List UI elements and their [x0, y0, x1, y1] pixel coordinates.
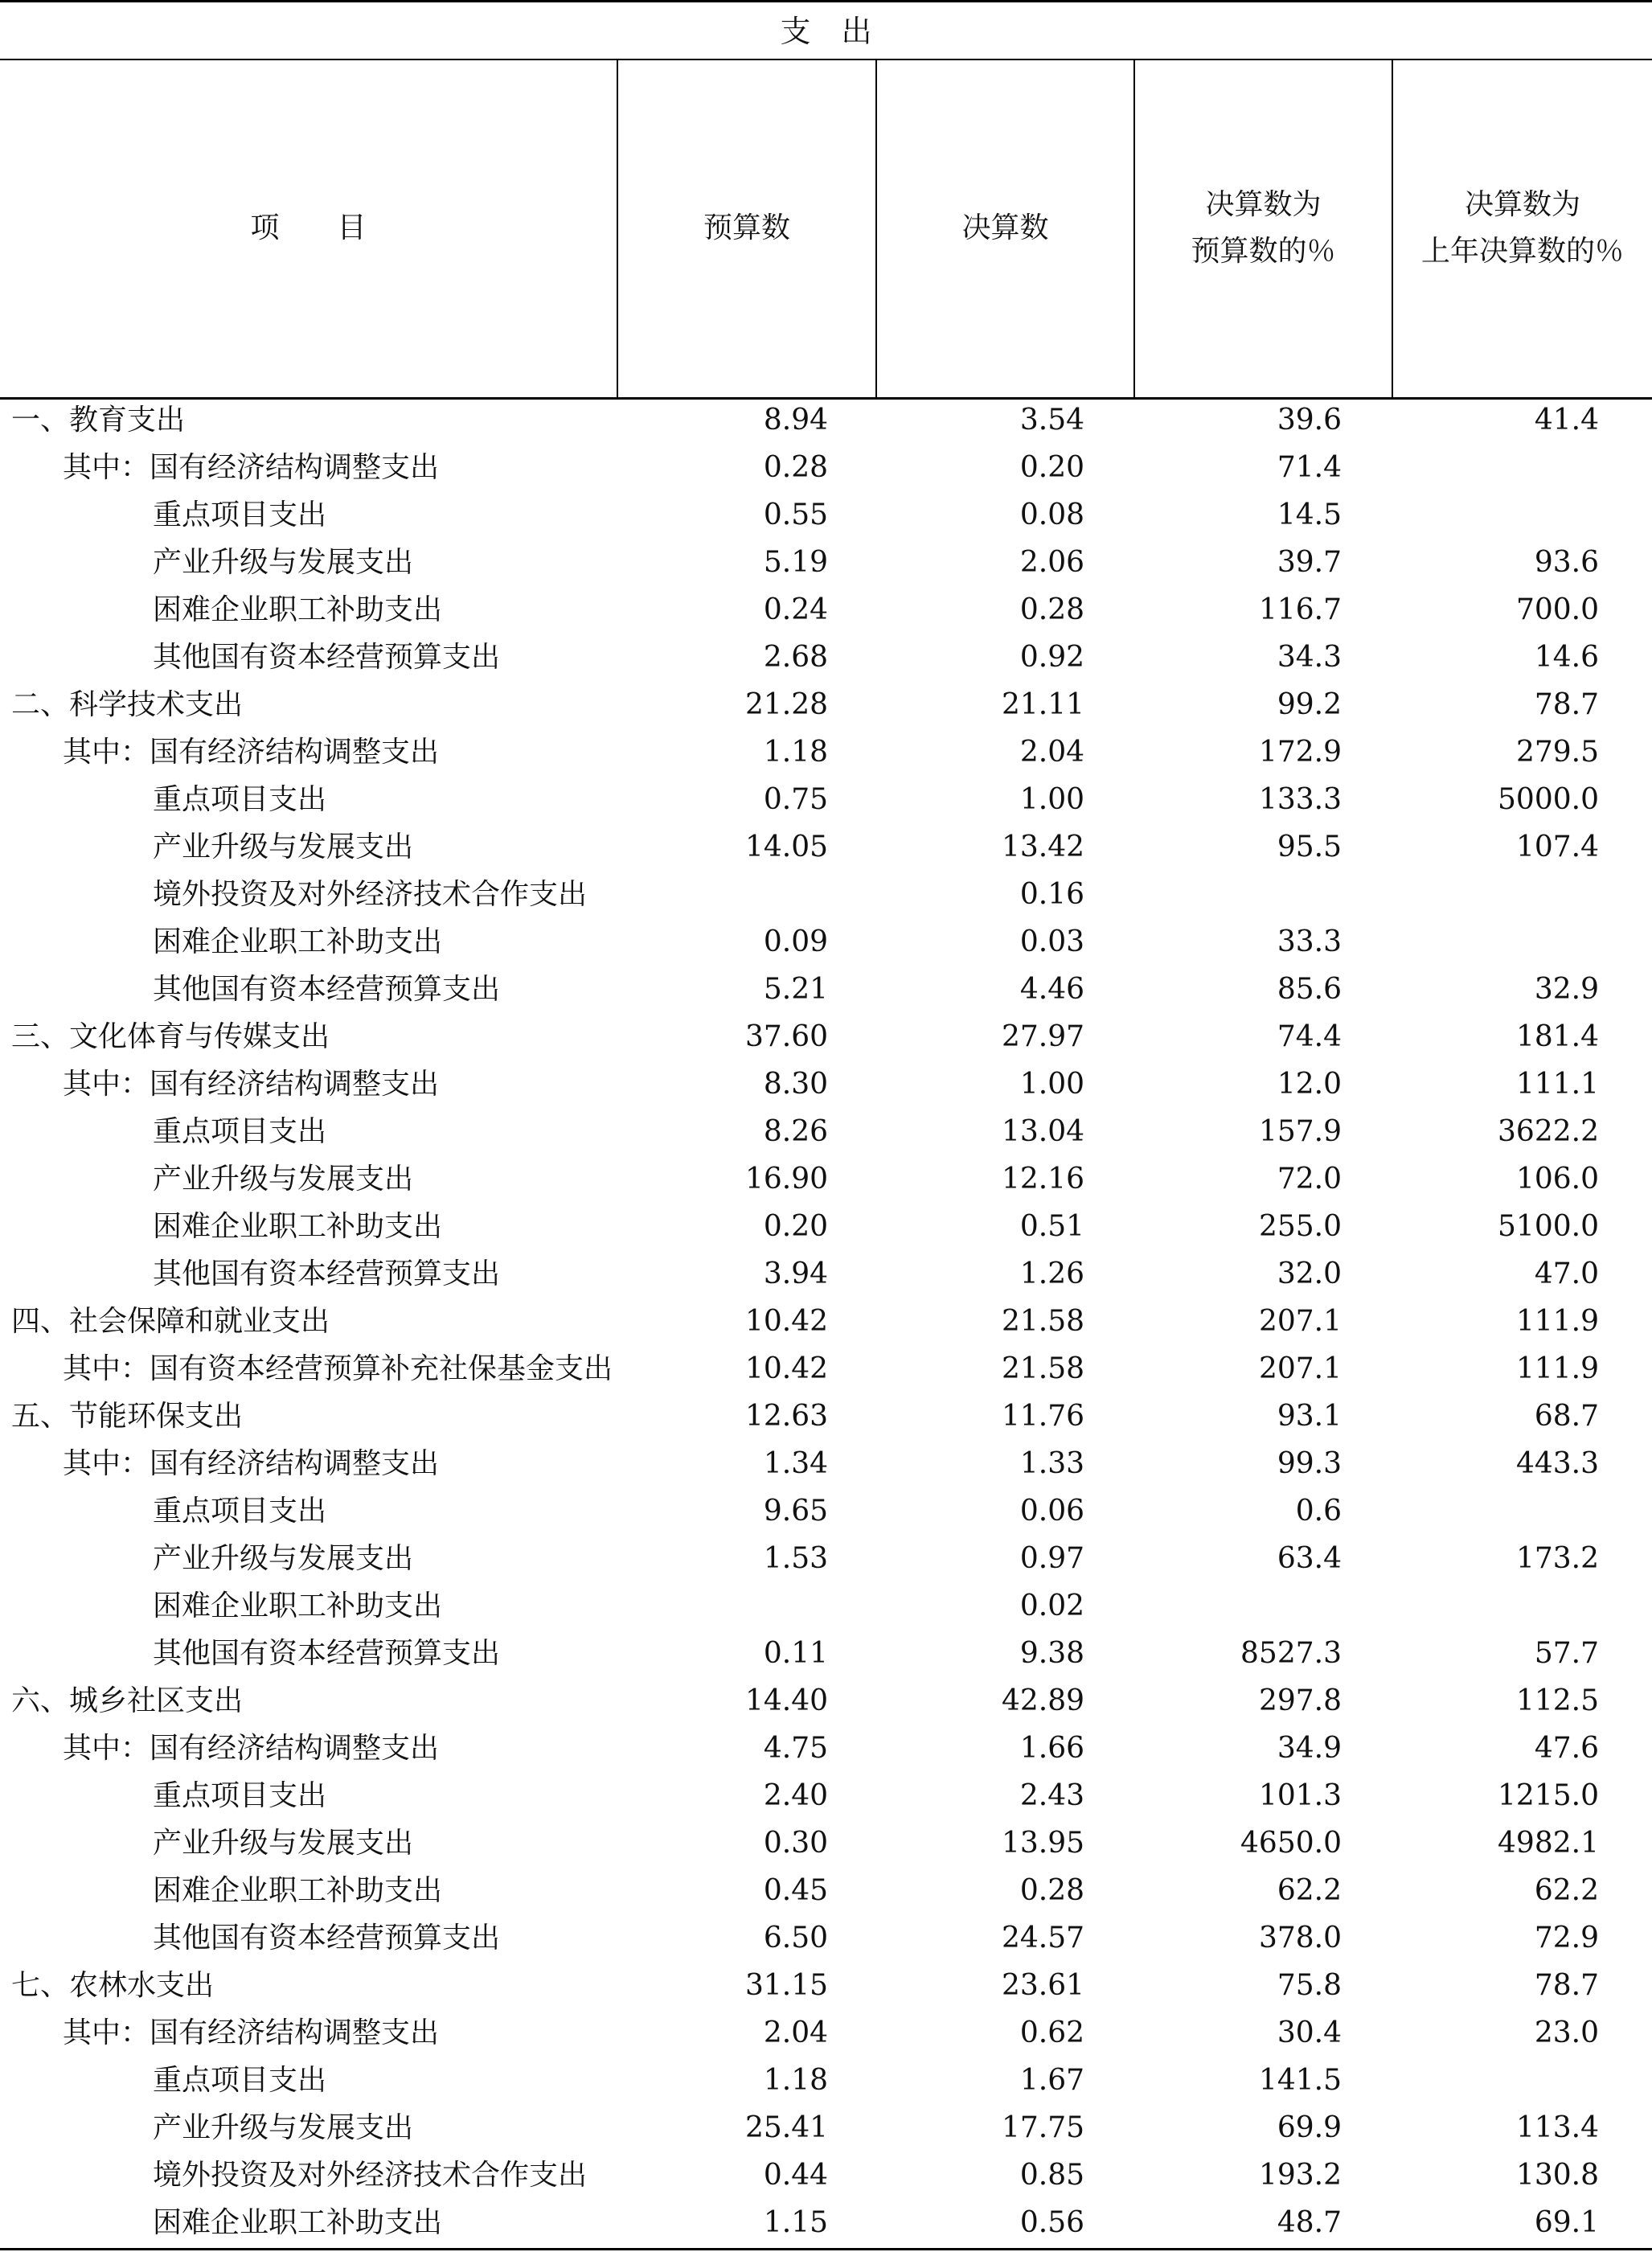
cell-pct-of-budget: 34.9 [1277, 1732, 1342, 1765]
cell-budget: 12.63 [744, 1400, 828, 1433]
cell-item: 产业升级与发展支出 [153, 1163, 414, 1196]
table-row [0, 2155, 1652, 2202]
cell-budget: 1.18 [763, 736, 828, 769]
cell-budget: 8.30 [763, 1068, 828, 1101]
cell-final: 12.16 [1001, 1163, 1084, 1196]
cell-final: 0.85 [1019, 2159, 1084, 2192]
cell-budget: 0.11 [763, 1637, 828, 1670]
cell-final: 13.95 [1001, 1827, 1084, 1860]
cell-pct-of-last-year: 68.7 [1534, 1400, 1599, 1433]
cell-pct-of-last-year: 57.7 [1534, 1637, 1599, 1670]
cell-final: 24.57 [1001, 1922, 1084, 1955]
cell-pct-of-last-year: 41.4 [1534, 404, 1599, 437]
cell-pct-of-budget: 32.0 [1277, 1257, 1342, 1290]
header-final-vs-lastyear-line2: 上年决算数的％ [1420, 235, 1624, 268]
cell-final: 1.00 [1019, 1068, 1084, 1101]
cell-item: 产业升级与发展支出 [153, 546, 414, 579]
cell-budget: 14.40 [744, 1684, 828, 1717]
table-row [0, 1253, 1652, 1301]
table-row [0, 1633, 1652, 1680]
header-final-vs-budget [1135, 60, 1392, 396]
table-row [0, 1064, 1652, 1111]
cell-budget: 4.75 [763, 1732, 828, 1765]
cell-pct-of-last-year: 78.7 [1534, 688, 1599, 721]
cell-budget: 5.21 [763, 973, 828, 1006]
cell-item: 重点项目支出 [153, 2064, 327, 2097]
cell-item: 六、城乡社区支出 [11, 1684, 244, 1717]
table-row [0, 779, 1652, 827]
cell-pct-of-budget: 255.0 [1258, 1210, 1342, 1243]
table-row [0, 684, 1652, 732]
cell-budget: 0.20 [763, 1210, 828, 1243]
cell-final: 0.28 [1019, 1874, 1084, 1907]
cell-budget: 37.60 [744, 1020, 828, 1053]
cell-budget: 0.09 [763, 925, 828, 958]
cell-pct-of-last-year: 112.5 [1515, 1684, 1599, 1717]
cell-pct-of-last-year: 173.2 [1515, 1542, 1599, 1575]
table-bottom-rule [0, 2248, 1652, 2250]
table-row [0, 494, 1652, 542]
cell-pct-of-budget: 157.9 [1258, 1115, 1342, 1148]
cell-pct-of-budget: 72.0 [1277, 1163, 1342, 1196]
table-row [0, 447, 1652, 494]
cell-item: 三、文化体育与传媒支出 [11, 1020, 330, 1053]
cell-item: 七、农林水支出 [11, 1969, 215, 2002]
cell-pct-of-budget: 193.2 [1258, 2159, 1342, 2192]
table-row [0, 1159, 1652, 1206]
table-row [0, 1301, 1652, 1348]
header-budget: 预算数 [703, 211, 790, 244]
cell-budget: 1.53 [763, 1542, 828, 1575]
cell-final: 0.92 [1019, 641, 1084, 674]
table-row [0, 874, 1652, 921]
cell-final: 21.58 [1001, 1352, 1084, 1385]
cell-item: 其中：国有经济结构调整支出 [63, 1447, 440, 1480]
cell-pct-of-last-year: 14.6 [1534, 641, 1599, 674]
cell-item: 产业升级与发展支出 [153, 1827, 414, 1860]
cell-pct-of-budget: 0.6 [1295, 1495, 1342, 1528]
table-row [0, 1396, 1652, 1443]
table-row [0, 732, 1652, 779]
header-final-vs-budget-line2: 预算数的％ [1191, 235, 1336, 268]
cell-budget: 5.19 [763, 546, 828, 579]
cell-pct-of-budget: 63.4 [1277, 1542, 1342, 1575]
cell-pct-of-last-year: 111.9 [1515, 1305, 1599, 1338]
cell-budget: 10.42 [744, 1352, 828, 1385]
table-row [0, 921, 1652, 969]
cell-pct-of-last-year: 130.8 [1515, 2159, 1599, 2192]
cell-pct-of-budget: 133.3 [1258, 783, 1342, 816]
table-row [0, 969, 1652, 1016]
table-row [0, 637, 1652, 684]
cell-pct-of-last-year: 47.0 [1534, 1257, 1599, 1290]
cell-final: 2.06 [1019, 546, 1084, 579]
cell-item: 其他国有资本经营预算支出 [153, 1922, 501, 1955]
cell-pct-of-last-year: 93.6 [1534, 546, 1599, 579]
cell-final: 0.62 [1019, 2016, 1084, 2049]
cell-budget: 9.65 [763, 1495, 828, 1528]
cell-pct-of-budget: 14.5 [1277, 498, 1342, 531]
cell-final: 0.08 [1019, 498, 1084, 531]
cell-final: 1.67 [1019, 2064, 1084, 2097]
table-row [0, 2107, 1652, 2155]
cell-item: 其他国有资本经营预算支出 [153, 641, 501, 674]
cell-final: 27.97 [1001, 1020, 1084, 1053]
cell-final: 9.38 [1019, 1637, 1084, 1670]
table-row [0, 1965, 1652, 2012]
cell-pct-of-budget: 62.2 [1277, 1874, 1342, 1907]
cell-item: 二、科学技术支出 [11, 688, 244, 721]
cell-final: 0.56 [1019, 2206, 1084, 2239]
cell-final: 2.04 [1019, 736, 1084, 769]
cell-item: 其中：国有资本经营预算补充社保基金支出 [63, 1352, 613, 1385]
cell-pct-of-budget: 69.9 [1277, 2111, 1342, 2144]
header-final-vs-budget-line1: 决算数为 [1205, 188, 1322, 221]
header-final-vs-lastyear [1393, 60, 1652, 396]
cell-item: 困难企业职工补助支出 [153, 593, 443, 626]
cell-pct-of-last-year: 47.6 [1534, 1732, 1599, 1765]
cell-budget: 14.05 [744, 831, 828, 863]
cell-pct-of-last-year: 69.1 [1534, 2206, 1599, 2239]
cell-final: 2.43 [1019, 1779, 1084, 1812]
cell-item: 四、社会保障和就业支出 [11, 1305, 330, 1338]
cell-budget: 0.45 [763, 1874, 828, 1907]
table-row [0, 1823, 1652, 1870]
cell-pct-of-budget: 75.8 [1277, 1969, 1342, 2002]
cell-item: 五、节能环保支出 [11, 1400, 244, 1433]
cell-item: 困难企业职工补助支出 [153, 925, 443, 958]
cell-budget: 1.18 [763, 2064, 828, 2097]
cell-pct-of-budget: 71.4 [1277, 451, 1342, 484]
cell-pct-of-last-year: 700.0 [1515, 593, 1599, 626]
cell-budget: 2.40 [763, 1779, 828, 1812]
cell-item: 一、教育支出 [11, 404, 186, 437]
cell-item: 重点项目支出 [153, 1779, 327, 1812]
cell-item: 重点项目支出 [153, 1115, 327, 1148]
cell-budget: 2.04 [763, 2016, 828, 2049]
cell-pct-of-last-year: 106.0 [1515, 1163, 1599, 1196]
cell-final: 1.33 [1019, 1447, 1084, 1480]
cell-final: 17.75 [1001, 2111, 1084, 2144]
cell-pct-of-last-year: 72.9 [1534, 1922, 1599, 1955]
cell-pct-of-budget: 207.1 [1258, 1305, 1342, 1338]
cell-pct-of-last-year: 32.9 [1534, 973, 1599, 1006]
cell-pct-of-last-year: 111.1 [1515, 1068, 1599, 1101]
cell-final: 0.03 [1019, 925, 1084, 958]
cell-final: 0.02 [1019, 1590, 1084, 1622]
table-row [0, 1680, 1652, 1728]
cell-pct-of-last-year: 78.7 [1534, 1969, 1599, 2002]
table-row [0, 1206, 1652, 1253]
table-body [0, 400, 1652, 2250]
cell-final: 0.97 [1019, 1542, 1084, 1575]
cell-pct-of-budget: 141.5 [1258, 2064, 1342, 2097]
cell-pct-of-budget: 33.3 [1277, 925, 1342, 958]
cell-final: 0.20 [1019, 451, 1084, 484]
cell-pct-of-last-year: 181.4 [1515, 1020, 1599, 1053]
cell-item: 困难企业职工补助支出 [153, 2206, 443, 2239]
cell-item: 其中：国有经济结构调整支出 [63, 451, 440, 484]
cell-budget: 16.90 [744, 1163, 828, 1196]
cell-pct-of-budget: 48.7 [1277, 2206, 1342, 2239]
cell-pct-of-budget: 34.3 [1277, 641, 1342, 674]
table-row [0, 542, 1652, 589]
cell-pct-of-budget: 93.1 [1277, 1400, 1342, 1433]
table-row [0, 400, 1652, 447]
cell-final: 1.26 [1019, 1257, 1084, 1290]
cell-pct-of-budget: 297.8 [1258, 1684, 1342, 1717]
cell-final: 1.00 [1019, 783, 1084, 816]
cell-budget: 6.50 [763, 1922, 828, 1955]
cell-pct-of-budget: 172.9 [1258, 736, 1342, 769]
table-row [0, 1348, 1652, 1396]
cell-final: 4.46 [1019, 973, 1084, 1006]
cell-item: 重点项目支出 [153, 783, 327, 816]
cell-budget: 21.28 [744, 688, 828, 721]
cell-final: 23.61 [1001, 1969, 1084, 2002]
cell-pct-of-budget: 74.4 [1277, 1020, 1342, 1053]
cell-pct-of-budget: 378.0 [1258, 1922, 1342, 1955]
cell-budget: 10.42 [744, 1305, 828, 1338]
table-row [0, 1585, 1652, 1633]
table-row [0, 1491, 1652, 1538]
cell-pct-of-last-year: 62.2 [1534, 1874, 1599, 1907]
cell-pct-of-last-year: 113.4 [1515, 2111, 1599, 2144]
cell-budget: 2.68 [763, 641, 828, 674]
cell-item: 其他国有资本经营预算支出 [153, 1257, 501, 1290]
table-row [0, 1538, 1652, 1585]
cell-pct-of-budget: 116.7 [1258, 593, 1342, 626]
cell-item: 其中：国有经济结构调整支出 [63, 1068, 440, 1101]
cell-item: 重点项目支出 [153, 498, 327, 531]
cell-pct-of-last-year: 1215.0 [1498, 1779, 1599, 1812]
cell-item: 其中：国有经济结构调整支出 [63, 1732, 440, 1765]
table-row [0, 1728, 1652, 1775]
table-row [0, 2060, 1652, 2107]
cell-budget: 0.55 [763, 498, 828, 531]
header-final: 决算数 [961, 211, 1049, 244]
cell-pct-of-last-year: 23.0 [1534, 2016, 1599, 2049]
cell-budget: 25.41 [744, 2111, 828, 2144]
cell-pct-of-budget: 12.0 [1277, 1068, 1342, 1101]
cell-final: 21.58 [1001, 1305, 1084, 1338]
cell-pct-of-budget: 85.6 [1277, 973, 1342, 1006]
cell-pct-of-last-year: 5100.0 [1498, 1210, 1599, 1243]
cell-final: 0.16 [1019, 878, 1084, 911]
table-row [0, 589, 1652, 637]
cell-pct-of-budget: 39.7 [1277, 546, 1342, 579]
cell-pct-of-last-year: 4982.1 [1498, 1827, 1599, 1860]
cell-pct-of-budget: 30.4 [1277, 2016, 1342, 2049]
cell-pct-of-budget: 101.3 [1258, 1779, 1342, 1812]
cell-final: 1.66 [1019, 1732, 1084, 1765]
cell-budget: 3.94 [763, 1257, 828, 1290]
header-item: 项 目 [250, 211, 367, 244]
table-row [0, 2202, 1652, 2250]
cell-budget: 8.94 [763, 404, 828, 437]
table-top-rule [0, 0, 1652, 2]
cell-pct-of-last-year: 3622.2 [1498, 1115, 1599, 1148]
cell-final: 13.42 [1001, 831, 1084, 863]
cell-pct-of-budget: 8527.3 [1240, 1637, 1342, 1670]
cell-budget: 0.75 [763, 783, 828, 816]
cell-pct-of-last-year: 111.9 [1515, 1352, 1599, 1385]
cell-item: 产业升级与发展支出 [153, 2111, 414, 2144]
cell-pct-of-budget: 207.1 [1258, 1352, 1342, 1385]
cell-pct-of-budget: 4650.0 [1240, 1827, 1342, 1860]
cell-item: 其中：国有经济结构调整支出 [63, 2016, 440, 2049]
cell-item: 产业升级与发展支出 [153, 831, 414, 863]
table-row [0, 827, 1652, 874]
cell-pct-of-last-year: 443.3 [1515, 1447, 1599, 1480]
cell-budget: 0.28 [763, 451, 828, 484]
table-row [0, 1870, 1652, 1918]
cell-item: 其他国有资本经营预算支出 [153, 973, 501, 1006]
cell-item: 困难企业职工补助支出 [153, 1590, 443, 1622]
cell-item: 境外投资及对外经济技术合作支出 [153, 2159, 588, 2192]
header-final-vs-lastyear-line1: 决算数为 [1464, 188, 1580, 221]
cell-budget: 8.26 [763, 1115, 828, 1148]
cell-final: 3.54 [1019, 404, 1084, 437]
cell-pct-of-last-year: 279.5 [1515, 736, 1599, 769]
cell-budget: 0.24 [763, 593, 828, 626]
cell-final: 0.06 [1019, 1495, 1084, 1528]
cell-final: 11.76 [1001, 1400, 1084, 1433]
cell-pct-of-budget: 99.3 [1277, 1447, 1342, 1480]
table-row [0, 1918, 1652, 1965]
cell-final: 0.51 [1019, 1210, 1084, 1243]
cell-item: 困难企业职工补助支出 [153, 1210, 443, 1243]
table-row [0, 2012, 1652, 2060]
cell-budget: 0.44 [763, 2159, 828, 2192]
table-row [0, 1016, 1652, 1064]
cell-budget: 1.15 [763, 2206, 828, 2239]
cell-item: 产业升级与发展支出 [153, 1542, 414, 1575]
cell-final: 42.89 [1001, 1684, 1084, 1717]
table-row [0, 1443, 1652, 1491]
cell-budget: 1.34 [763, 1447, 828, 1480]
cell-final: 13.04 [1001, 1115, 1084, 1148]
cell-item: 重点项目支出 [153, 1495, 327, 1528]
cell-pct-of-budget: 39.6 [1277, 404, 1342, 437]
cell-pct-of-budget: 99.2 [1277, 688, 1342, 721]
cell-item: 其中：国有经济结构调整支出 [63, 736, 440, 769]
cell-final: 0.28 [1019, 593, 1084, 626]
cell-item: 其他国有资本经营预算支出 [153, 1637, 501, 1670]
cell-budget: 0.30 [763, 1827, 828, 1860]
cell-pct-of-budget: 95.5 [1277, 831, 1342, 863]
cell-pct-of-last-year: 5000.0 [1498, 783, 1599, 816]
cell-budget: 31.15 [744, 1969, 828, 2002]
table-row [0, 1111, 1652, 1159]
cell-item: 困难企业职工补助支出 [153, 1874, 443, 1907]
table-row [0, 1775, 1652, 1823]
cell-pct-of-last-year: 107.4 [1515, 831, 1599, 863]
table-title: 支 出 [780, 14, 872, 49]
cell-final: 21.11 [1001, 688, 1084, 721]
cell-item: 境外投资及对外经济技术合作支出 [153, 878, 588, 911]
